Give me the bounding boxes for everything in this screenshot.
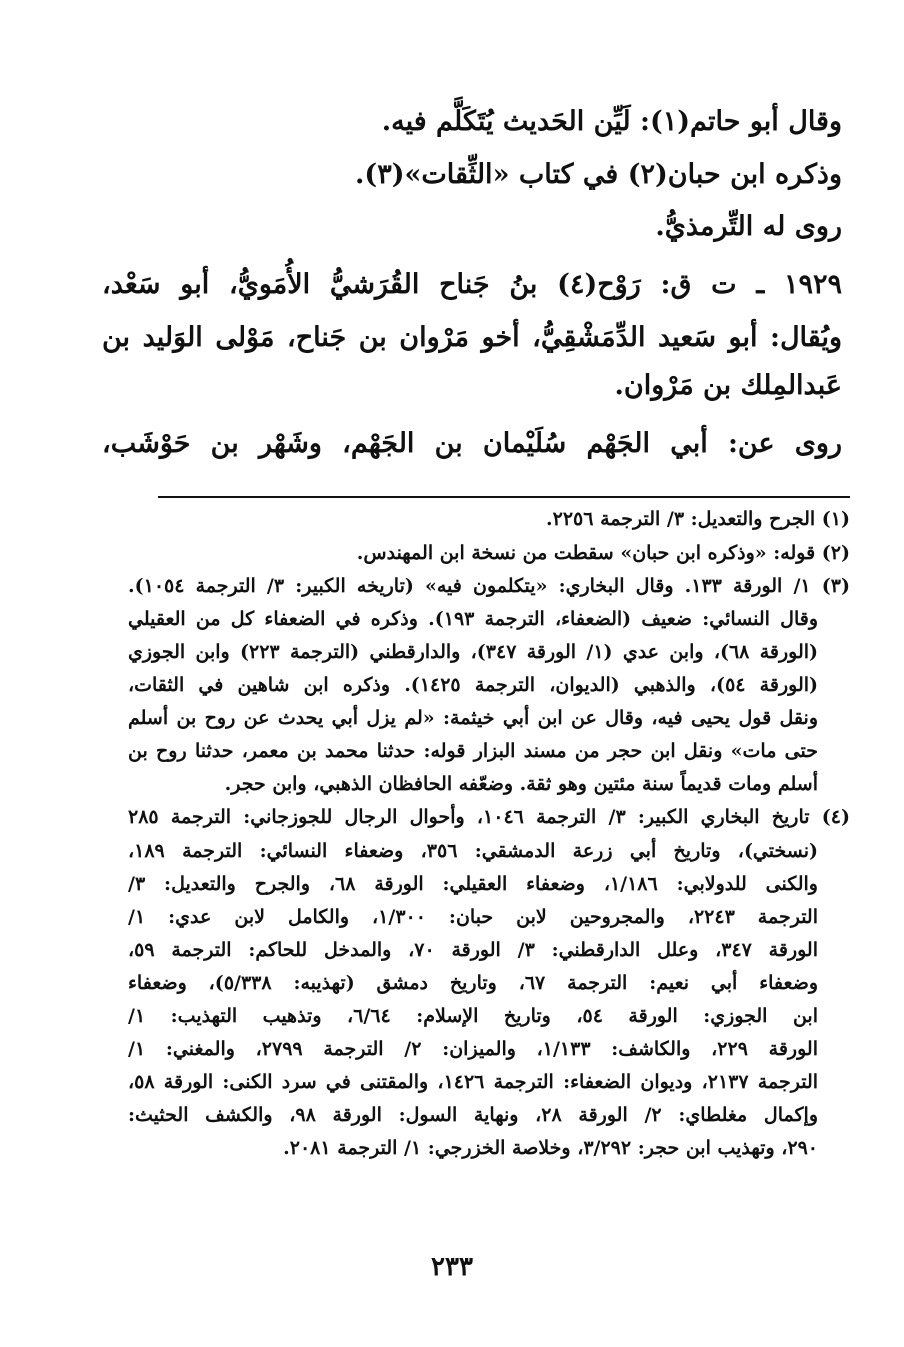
footnote-line: ٢٩٠، وتهذيب ابن حجر: ٣/٢٩٢، وخلاصة الخزرجي: ١/ الترجمة ٢٠٨١. — [283, 1137, 818, 1159]
footnote-line: ابن الجوزي: الورقة ٥٤، وتاريخ الإسلام: ٦/٦٤، وتذهيب التهذيب: ١/ — [128, 1005, 818, 1027]
footnote-line: حتى مات» ونقل ابن حجر من مسند البزار قوله: حدثنا محمد بن معمر، حدثنا روح بن — [128, 740, 818, 762]
footnote-line: الترجمة ٢١٣٧، وديوان الضعفاء: الترجمة ١٤٢٦، والمقتنى في سرد الكنى: الورقة ٥٨، — [128, 1071, 819, 1093]
main-line: وقال أبو حاتم(١): لَيِّن الحَديث يُتَكَلَّم فيه. — [381, 106, 842, 137]
footnote-line: وإكمال مغلطاي: ٢/ الورقة ٢٨، ونهاية السول: الورقة ٩٨، والكشف الحثيث: — [128, 1104, 819, 1126]
footnote-line: (١) الجرح والتعديل: ٣/ الترجمة ٢٢٥٦. — [546, 508, 850, 530]
main-line: ويُقال: أبو سَعيد الدِّمَشْقِيُّ، أخو مَرْوان بن جَناح، مَوْلى الوَليد بن — [102, 322, 842, 353]
page-number: ٢٣٣ — [431, 1252, 473, 1282]
footnote-line: وضعفاء أبي نعيم: الترجمة ٦٧، وتاريخ دمشق (تهذيبه: ٥/٣٣٨)، وضعفاء — [128, 972, 819, 994]
footnote-line: والكنى للدولابي: ١/١٨٦، وضعفاء العقيلي: الورقة ٦٨، والجرح والتعديل: ٣/ — [128, 873, 818, 895]
footnote-line: (الورقة ٦٨)، وابن عدي (١/ الورقة ٣٤٧)، والدارقطني (الترجمة ٢٢٣) وابن الجوزي — [128, 641, 819, 663]
footnote-line: الورقة ٣٤٧، وعلل الدارقطني: ٣/ الورقة ٧٠، والمدخل للحاكم: الترجمة ٥٩، — [128, 939, 819, 961]
footnote-line: وقال النسائي: ضعيف (الضعفاء، الترجمة ١٩٣). وذكره في الضعفاء كل من العقيلي — [128, 608, 818, 630]
main-line: روى عن: أبي الجَهْم سُلَيْمان بن الجَهْم، وشَهْر بن حَوْشَب، — [102, 428, 842, 459]
main-line: عَبدالمِلك بن مَرْوان. — [614, 370, 842, 401]
footnote-line: (نسختي)، وتاريخ أبي زرعة الدمشقي: ٣٥٦، وضعفاء النسائي: الترجمة ١٨٩، — [128, 840, 818, 862]
footnote-line: (٤) تاريخ البخاري الكبير: ٣/ الترجمة ١٠٤٦، وأحوال الرجال للجوزجاني: الترجمة ٢٨٥ — [128, 806, 850, 828]
main-line: روى له التِّرمذيُّ. — [655, 211, 842, 242]
footnote-line: الترجمة ٢٢٤٣، والمجروحين لابن حبان: ١/٣٠٠، والكامل لابن عدي: ١/ — [128, 906, 818, 928]
footnote-line: أسلم ومات قديماً سنة مئتين وهو ثقة. وضعّفه الحافظان الذهبي، وابن حجر. — [224, 773, 818, 795]
footnote-line: (الورقة ٥٤)، والذهبي (الديوان، الترجمة ١٤٢٥). وذكره ابن شاهين في الثقات، — [128, 674, 818, 696]
biography-heading-line: ١٩٢٩ ـ ت ق: رَوْح(٤) بنُ جَناح القُرَشيُّ الأُمَويُّ، أبو سَعْد، — [102, 269, 843, 300]
footnote-line: الورقة ٢٢٩، والكاشف: ١/١٣٣، والميزان: ٢/ الترجمة ٢٧٩٩، والمغني: ١/ — [128, 1038, 818, 1060]
footnote-line: (٢) قوله: «وذكره ابن حبان» سقطت من نسخة ابن المهندس. — [356, 542, 850, 564]
main-line: وذكره ابن حبان(٢) في كتاب «الثِّقات»(٣). — [355, 159, 842, 190]
footnote-line: (٣) ١/ الورقة ١٣٣. وقال البخاري: «يتكلمون فيه» (تاريخه الكبير: ٣/ الترجمة ١٠٥٤). — [128, 575, 850, 597]
footnote-separator — [158, 496, 850, 498]
footnote-line: ونقل قول يحيى فيه، وقال عن ابن أبي خيثمة: «لم يزل أبي يحدث عن روح بن أسلم — [128, 707, 818, 729]
